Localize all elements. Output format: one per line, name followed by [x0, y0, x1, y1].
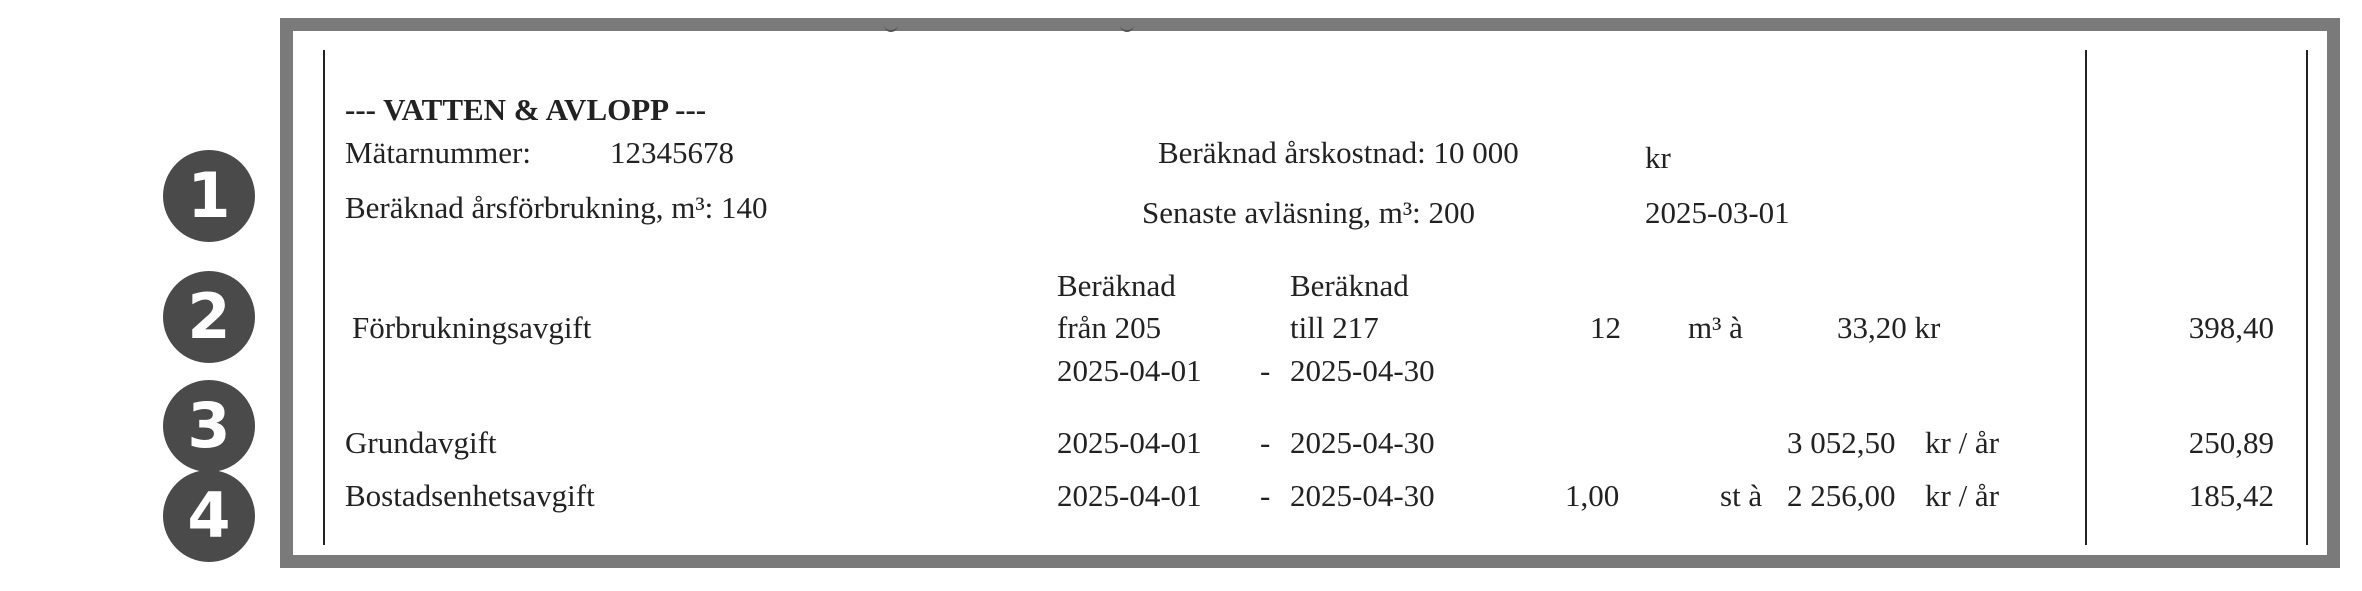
usage-fee-end-date: 2025-04-30 [1290, 353, 1435, 388]
base-fee-end-date: 2025-04-30 [1290, 425, 1435, 460]
usage-fee-amount: 398,40 [2188, 310, 2274, 345]
unit-fee-date-dash: - [1260, 478, 1271, 513]
usage-fee-from-value: från 205 [1057, 310, 1162, 345]
badge-4: 4 [163, 470, 255, 562]
usage-fee-from-header: Beräknad [1057, 268, 1176, 303]
unit-fee-quantity: 1,00 [1565, 478, 1620, 513]
unit-fee-price: 2 256,00 [1787, 478, 1896, 513]
column-rule-amount-right [2306, 50, 2308, 545]
base-fee-date-dash: - [1260, 425, 1271, 460]
column-rule-amount-left [2085, 50, 2087, 545]
badge-3: 3 [163, 380, 255, 472]
usage-fee-start-date: 2025-04-01 [1057, 353, 1202, 388]
usage-fee-to-header: Beräknad [1290, 268, 1409, 303]
base-fee-label: Grundavgift [345, 425, 497, 460]
base-fee-start-date: 2025-04-01 [1057, 425, 1202, 460]
badge-2: 2 [163, 271, 255, 363]
usage-fee-quantity: 12 [1590, 310, 1621, 345]
usage-fee-price: 33,20 kr [1837, 310, 1941, 345]
left-rule [323, 50, 325, 545]
meter-number-value: 12345678 [610, 135, 734, 170]
unit-fee-amount: 185,42 [2188, 478, 2274, 513]
unit-fee-unit-prefix: st à [1720, 478, 1763, 513]
unit-fee-end-date: 2025-04-30 [1290, 478, 1435, 513]
unit-fee-price-unit: kr / år [1925, 478, 2000, 513]
unit-fee-start-date: 2025-04-01 [1057, 478, 1202, 513]
usage-fee-label: Förbrukningsavgift [352, 310, 592, 345]
section-title: --- VATTEN & AVLOPP --- [345, 92, 707, 127]
last-reading-date: 2025-03-01 [1645, 195, 1790, 230]
base-fee-unit: kr / år [1925, 425, 2000, 460]
meter-number-label: Mätarnummer: [345, 135, 531, 170]
last-reading: Senaste avläsning, m³: 200 [1142, 195, 1476, 230]
base-fee-amount: 250,89 [2188, 425, 2274, 460]
unit-fee-label: Bostadsenhetsavgift [345, 478, 595, 513]
usage-fee-date-dash: - [1260, 353, 1271, 388]
base-fee-price: 3 052,50 [1787, 425, 1896, 460]
usage-fee-unit: m³ à [1688, 310, 1743, 345]
estimated-annual-cost-unit: kr [1645, 140, 1671, 175]
estimated-annual-usage: Beräknad årsförbrukning, m³: 140 [345, 190, 768, 225]
badge-1: 1 [163, 150, 255, 242]
estimated-annual-cost: Beräknad årskostnad: 10 000 [1158, 135, 1519, 170]
usage-fee-to-value: till 217 [1290, 310, 1379, 345]
